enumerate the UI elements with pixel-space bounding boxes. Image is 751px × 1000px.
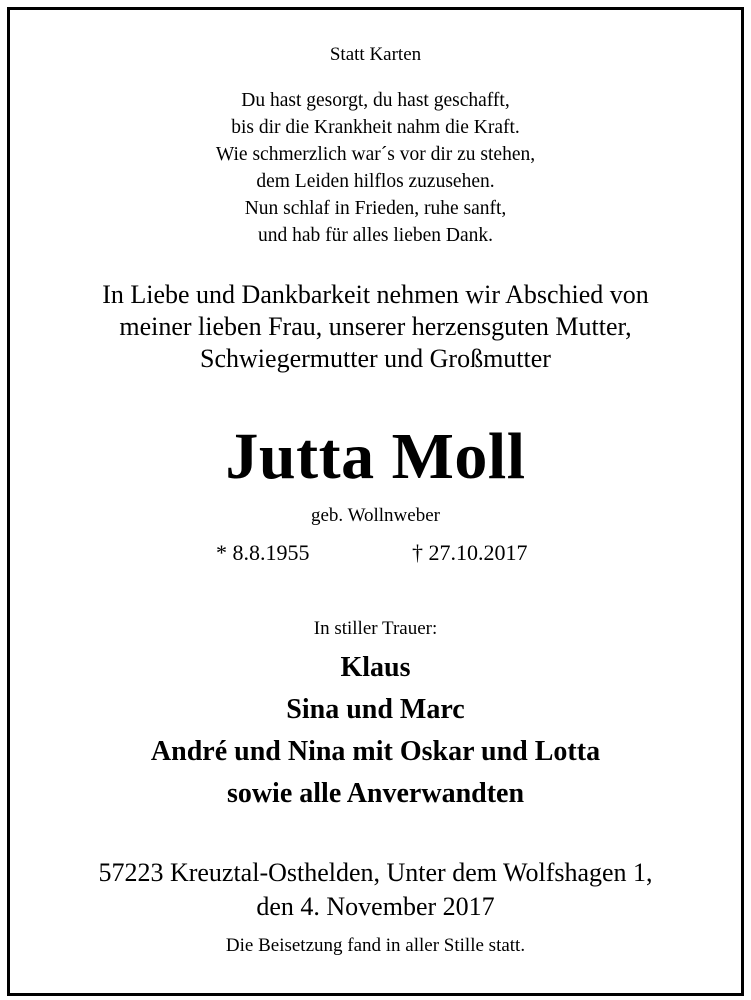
mourner-name: Klaus [340,652,411,683]
date-line: den 4. November 2017 [256,892,495,921]
verse-line: und hab für alles lieben Dank. [257,225,493,246]
mourner-name: sowie alle Anverwandten [226,778,525,809]
verse-line: Du hast gesorgt, du hast geschafft, [241,90,510,111]
intro-line: In Liebe und Dankbarkeit nehmen wir Abschied von [102,280,649,309]
verse-line: Wie schmerzlich war´s vor dir zu stehen, [215,144,536,165]
death-date: † 27.10.2017 [412,540,528,565]
burial-note: Die Beisetzung fand in aller Stille statt. [225,935,526,956]
intro-line: Schwiegermutter und Großmutter [200,344,551,373]
header-title: Statt Karten [329,44,422,65]
verse-line: Nun schlaf in Frieden, ruhe sanft, [244,198,507,219]
mourner-name: Sina und Marc [286,694,465,725]
birth-date: * 8.8.1955 [216,540,310,565]
verse-line: dem Leiden hilflos zuzusehen. [256,171,495,192]
mourner-name: André und Nina mit Oskar und Lotta [150,736,601,767]
address-line: 57223 Kreuztal-Osthelden, Unter dem Wolfshagen 1, [98,858,653,887]
verse-line: bis dir die Krankheit nahm die Kraft. [231,117,520,138]
maiden-name: geb. Wollnweber [311,505,440,526]
deceased-name: Jutta Moll [225,420,526,493]
intro-line: meiner lieben Frau, unserer herzensguten Mutter, [119,312,632,341]
mourners-heading: In stiller Trauer: [313,618,438,639]
